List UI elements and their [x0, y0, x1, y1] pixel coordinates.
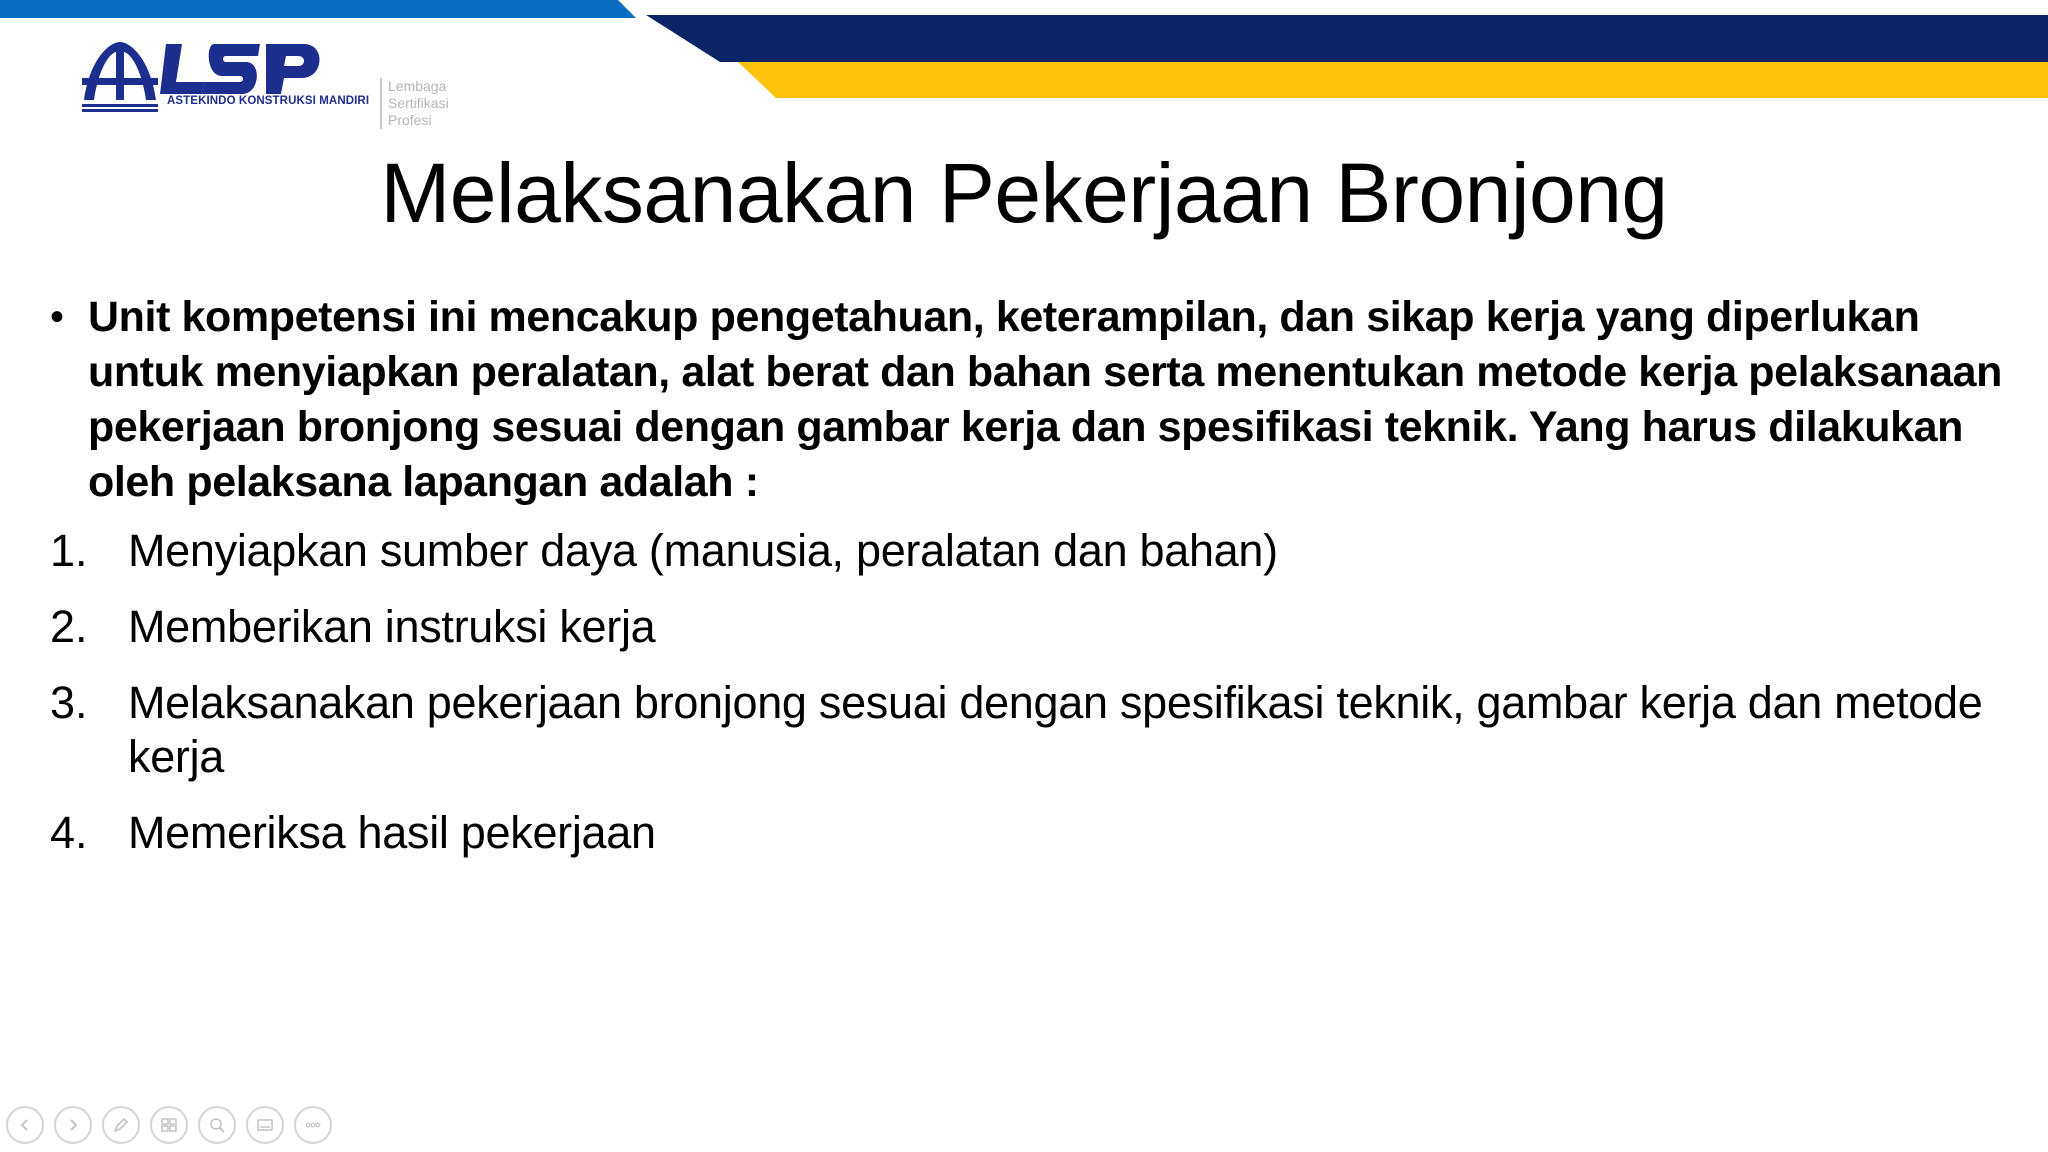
slide-title: Melaksanakan Pekerjaan Bronjong [380, 146, 1668, 240]
list-item-text: Memeriksa hasil pekerjaan [128, 807, 656, 858]
list-item [48, 806, 2008, 860]
logo-side-line-3: Profesi [388, 112, 432, 128]
intro-text: Unit kompetensi ini mencakup pengetahuan, keterampilan, dan sikap kerja yang diperlukan untuk menyiapkan peralatan, alat berat dan bahan serta menentukan metode kerja pelaksanaan pekerjaan bronjong sesuai dengan gambar kerja dan spesifikasi teknik. Yang harus dilakukan oleh pelaksana lapangan adalah : [88, 293, 2003, 506]
list-item-text: Menyiapkan sumber daya (manusia, peralatan dan bahan) [128, 525, 1278, 576]
logo-side-text [380, 78, 468, 129]
list-item-number: 1. [50, 525, 88, 576]
previous-icon [15, 1115, 35, 1135]
logo-side-line-1: Lembaga [388, 78, 447, 94]
numbered-list [48, 524, 2008, 860]
list-item-text: Melaksanakan pekerjaan bronjong sesuai dengan spesifikasi teknik, gambar kerja dan metode kerja [128, 677, 1983, 782]
more-options-button[interactable] [294, 1106, 332, 1144]
bullet-icon: • [50, 295, 65, 339]
zoom-button[interactable] [198, 1106, 236, 1144]
list-item-text: Memberikan instruksi kerja [128, 601, 656, 652]
pen-button[interactable] [102, 1106, 140, 1144]
list-item-number: 4. [50, 807, 88, 858]
list-item [48, 600, 2008, 654]
logo-side-line-2: Sertifikasi [388, 95, 449, 111]
previous-slide-button[interactable] [6, 1106, 44, 1144]
logo-subtitle: ASTEKINDO KONSTRUKSI MANDIRI [167, 95, 370, 107]
slides-icon [159, 1115, 179, 1135]
list-item-number: 2. [50, 601, 88, 652]
presenter-toolbar [6, 1106, 332, 1144]
next-slide-button[interactable] [54, 1106, 92, 1144]
slide-body [48, 290, 2008, 882]
list-item [48, 524, 2008, 578]
subtitles-icon [255, 1115, 275, 1135]
subtitles-button[interactable] [246, 1106, 284, 1144]
list-item [48, 676, 2008, 784]
see-all-slides-button[interactable] [150, 1106, 188, 1144]
next-icon [63, 1115, 83, 1135]
pen-icon [111, 1115, 131, 1135]
more-icon [303, 1115, 323, 1135]
list-item-number: 3. [50, 677, 88, 728]
zoom-icon [207, 1115, 227, 1135]
intro-bullet [48, 290, 2008, 510]
